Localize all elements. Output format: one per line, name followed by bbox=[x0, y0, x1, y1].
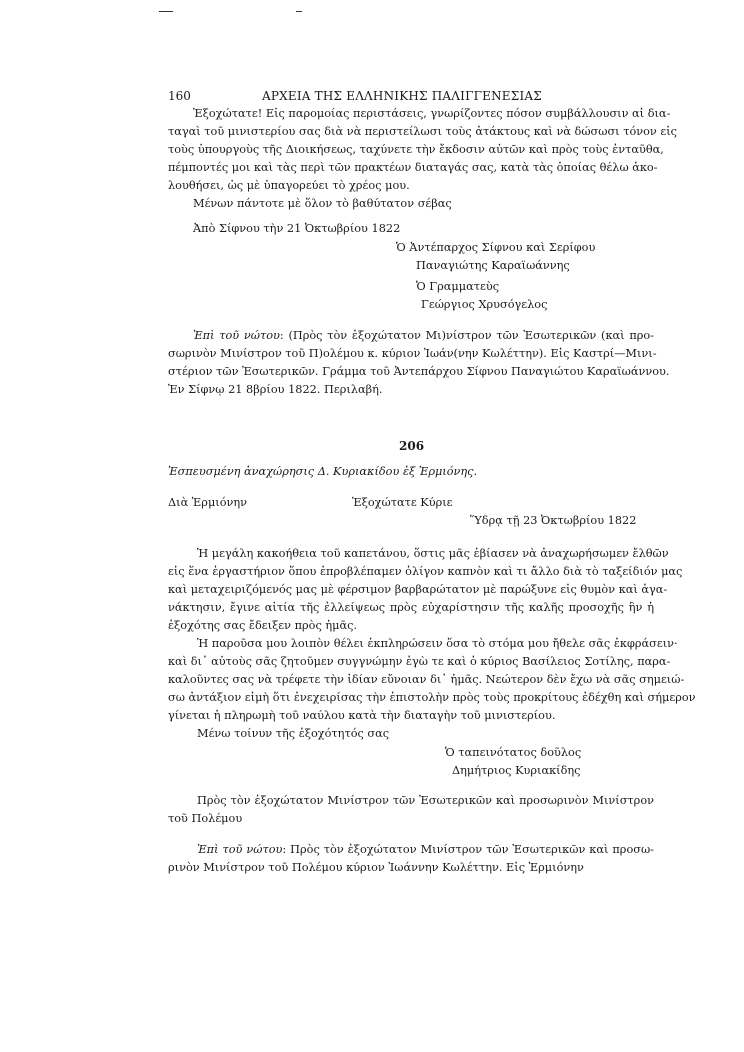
letter1-body-line: πέμποντές μοι καὶ τὰς περὶ τῶν πρακτέων διαταγάς σας, κατὰ τὰς ὁποίας θέλω ἀκο- bbox=[168, 161, 658, 174]
letter2-signature-title: Ὁ ταπεινότατος δοῦλος bbox=[445, 746, 582, 759]
letter1-signature-name: Παναγιώτης Καραϊωάννης bbox=[416, 259, 570, 272]
page-number: 160 bbox=[168, 89, 191, 103]
letter1-endorsement-line: Ἐν Σίφνῳ 21 8βρίου 1822. Περιλαβή. bbox=[168, 383, 383, 396]
letter2-body-line: εἰς ἕνα ἐργαστήριον ὅπου ἐπροβλέπαμεν ὀλίγον καπνὸν καὶ τι ἄλλο διὰ τὸ ταξείδιόν μας bbox=[168, 565, 683, 578]
letter1-endorsement-line: σωρινὸν Μινίστρον τοῦ Π)ολέμου κ. κύριον Ἰωάν(νην Κωλέττην). Εἰς Καστρί—Μινι- bbox=[168, 347, 657, 360]
letter1-signature-title: Ὁ Γραμματεὺς bbox=[416, 280, 500, 293]
letter2-salutation: Ἐξοχώτατε Κύριε bbox=[352, 496, 453, 509]
letter2-endorsement-line: ρινὸν Μινίστρον τοῦ Πολέμου κύριον Ἰωάννην Κωλέττην. Εἰς Ἑρμιόνην bbox=[168, 861, 584, 874]
running-title: ΑΡΧΕΙΑ ΤΗΣ ΕΛΛΗΝΙΚΗΣ ΠΑΛΙΓΓΕΝΕΣΙΑΣ bbox=[262, 89, 542, 103]
letter2-addressee-line: Πρὸς τὸν ἐξοχώτατον Μινίστρον τῶν Ἐσωτερικῶν καὶ προσωρινὸν Μινίστρον bbox=[197, 794, 654, 807]
letter2-place-date: Ὕδρᾳ τῇ 23 Ὀκτωβρίου 1822 bbox=[470, 514, 637, 527]
letter2-body-line: σω ἀντάξιον εἰμὴ ὅτι ἐνεχειρίσας τὴν ἐπιστολὴν πρὸς τοὺς προκρίτους ἐδέχθη καὶ σήμερον bbox=[168, 691, 696, 704]
letter2-closing: Μένω τοίνυν τῆς ἐξοχότητός σας bbox=[197, 727, 390, 740]
letter1-body-line: λουθήσει, ὡς μὲ ὑπαγορεύει τὸ χρέος μου. bbox=[168, 179, 410, 192]
letter1-endorsement-line: στέριον τῶν Ἐσωτερικῶν. Γράμμα τοῦ Ἀντεπάρχου Σίφνου Παναγιώτου Καραϊωάννου. bbox=[168, 365, 670, 378]
letter1-body-line: ταγαὶ τοῦ μινιστερίου σας διὰ νὰ περιστείλωσι τοὺς ἀτάκτους καὶ νὰ δώσωσι τόνον εἰς bbox=[168, 125, 677, 138]
letter2-body-line: καλοῦντες σας νὰ τρέφετε τὴν ἰδίαν εὔνοιαν δι᾽ ἡμᾶς. Νεώτερον δὲν ἔχω νὰ σᾶς σημειώ- bbox=[168, 673, 685, 686]
letter1-endorsement-line: Ἐπὶ τοῦ νώτου: (Πρὸς τὸν ἐξοχώτατον Μι)νίστρον τῶν Ἐσωτερικῶν (καὶ προ- bbox=[193, 329, 655, 342]
scan-mark bbox=[159, 11, 173, 12]
letter1-signature-title: Ὁ Ἀντέπαρχος Σίφνου καὶ Σερίφου bbox=[396, 241, 596, 254]
letter2-body-line: Ἡ παροῦσα μου λοιπὸν θέλει ἐκπληρώσειν ὅσα τὸ στόμα μου ἤθελε σᾶς ἐκφράσειν· bbox=[197, 637, 678, 650]
document-summary: Ἐσπευσμένη ἀναχώρησις Δ. Κυριακίδου ἐξ Ἑρμιόνης. bbox=[168, 465, 478, 478]
letter2-destination: Διὰ Ἑρμιόνην bbox=[168, 496, 248, 509]
letter2-addressee-line: τοῦ Πολέμου bbox=[168, 812, 243, 825]
document-number: 206 bbox=[399, 439, 425, 453]
letter2-body-line: καὶ δι᾽ αὐτοὺς σᾶς ζητοῦμεν συγγνώμην ἐγὼ τε καὶ ὁ κύριος Βασίλειος Σοτίλης, παρα- bbox=[168, 655, 671, 668]
letter2-body-line: νάκτησιν, ἔγινε αἰτία τῆς ἐλλείψεως πρὸς εὐχαρίστησιν τῆς καλῆς προσοχῆς ἣν ἡ bbox=[168, 601, 654, 614]
scan-mark bbox=[296, 11, 302, 12]
endorsement-label: Ἐπὶ τοῦ νώτου bbox=[193, 329, 280, 342]
letter2-body-line: Ἡ μεγάλη κακοήθεια τοῦ καπετάνου, ὅστις μᾶς ἐβίασεν νὰ ἀναχωρήσωμεν ἔλθῶν bbox=[197, 547, 669, 560]
letter2-signature-name: Δημήτριος Κυριακίδης bbox=[452, 764, 581, 777]
letter1-signature-name: Γεώργιος Χρυσόγελος bbox=[421, 298, 548, 311]
letter2-body-line: ἐξοχότης σας ἔδειξεν πρὸς ἡμᾶς. bbox=[168, 619, 358, 632]
letter2-body-line: καὶ μεταχειριζόμενός μας μὲ φέρσιμον βαρβαρώτατον μὲ παρώξυνε εἰς θυμὸν καὶ ἀγα- bbox=[168, 583, 668, 596]
letter2-body-line: γίνεται ἡ πληρωμὴ τοῦ ναύλου κατὰ τὴν διαταγὴν τοῦ μινιστερίου. bbox=[168, 709, 556, 722]
letter2-endorsement-line: Ἐπὶ τοῦ νώτου: Πρὸς τὸν ἐξοχώτατον Μινίστρον τῶν Ἐσωτερικῶν καὶ προσω- bbox=[197, 843, 654, 856]
letter1-body-line: τοὺς ὑπουργοὺς τῆς Διοικήσεως, ταχύνετε τὴν ἔκδοσιν αὐτῶν καὶ πρὸς τοὺς ἐνταῦθα, bbox=[168, 143, 664, 156]
letter1-closing: Μένων πάντοτε μὲ ὅλον τὸ βαθύτατον σέβας bbox=[193, 197, 452, 210]
letter1-body-line: Ἐξοχώτατε! Εἰς παρομοίας περιστάσεις, γνωρίζοντες πόσον συμβάλλουσιν αἱ δια- bbox=[193, 107, 671, 120]
letter1-place-date: Ἀπὸ Σίφνου τὴν 21 Ὀκτωβρίου 1822 bbox=[193, 222, 401, 235]
endorsement-label: Ἐπὶ τοῦ νώτου bbox=[197, 843, 283, 856]
